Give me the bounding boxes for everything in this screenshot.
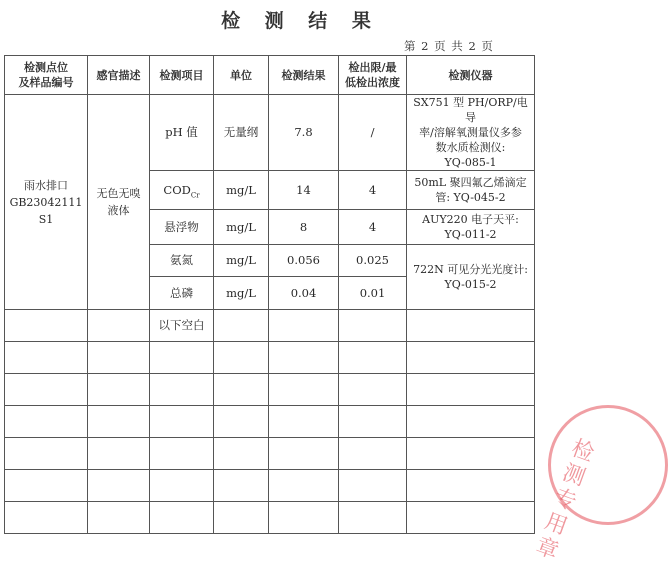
item-cell: pH 值 [150,95,214,171]
limit-cell: 4 [339,171,407,210]
unit-cell: mg/L [214,210,269,245]
table-row [5,502,535,534]
item-cell: $COD_{Cr}$ [150,171,214,210]
limit-cell: 0.01 [339,277,407,310]
header-unit: 单位 [214,56,269,95]
table-row [5,438,535,470]
instrument-cell: 50mL 聚四氟乙烯滴定 管: YQ-045-2 [407,171,535,210]
table-row [5,406,535,438]
instrument-cell: SX751 型 PH/ORP/电导 率/溶解氧测量仪多参 数水质检测仪: YQ-085-1 [407,95,535,171]
page-number: 第 2 页 共 2 页 [404,39,494,53]
limit-cell: 0.025 [339,245,407,277]
item-cell: 氨氮 [150,245,214,277]
header-limit: 检出限/最 低检出浓度 [339,56,407,95]
header-row [5,56,535,95]
item-cell: 悬浮物 [150,210,214,245]
sensory-description-cell: 无色无嗅 液体 [88,95,150,310]
item-cell: 总磷 [150,277,214,310]
table-row [5,342,535,374]
sample-id-cell: 雨水排口 GB23042111 S1 [5,95,88,310]
table-row [5,310,535,342]
unit-cell: mg/L [214,171,269,210]
results-table [4,55,535,534]
result-cell: 7.8 [269,95,339,171]
limit-cell: / [339,95,407,171]
header-instrument: 检测仪器 [407,56,535,95]
header-description: 感官描述 [88,56,150,95]
instrument-cell: AUY220 电子天平: YQ-011-2 [407,210,535,245]
blank-note: 以下空白 [150,310,214,342]
result-cell: 8 [269,210,339,245]
unit-cell: mg/L [214,245,269,277]
header-sample-point: 检测点位 及样品编号 [5,56,88,95]
page-title: 检 测 结 果 [221,10,380,32]
limit-cell: 4 [339,210,407,245]
result-cell: 0.056 [269,245,339,277]
result-cell: 14 [269,171,339,210]
header-item: 检测项目 [150,56,214,95]
table-row [5,374,535,406]
table-row [5,95,535,171]
table-row [5,470,535,502]
official-seal-text: 检测专用章 [532,435,598,565]
unit-cell: mg/L [214,277,269,310]
instrument-cell: 722N 可见分光光度计: YQ-015-2 [407,245,535,310]
result-cell: 0.04 [269,277,339,310]
header-result: 检测结果 [269,56,339,95]
unit-cell: 无量纲 [214,95,269,171]
